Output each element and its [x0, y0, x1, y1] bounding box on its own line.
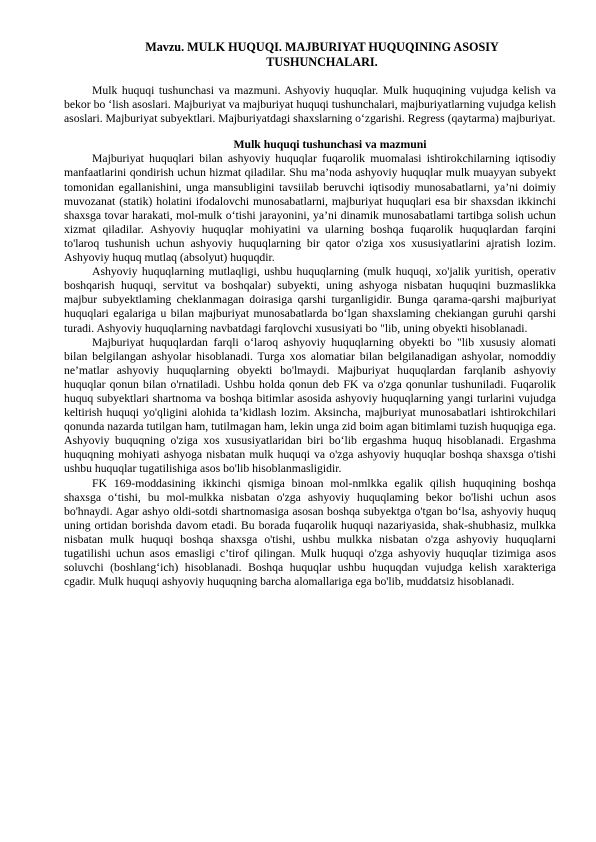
title-line-2: TUSHUNCHALARI. [266, 55, 378, 69]
body-paragraph-3: Majburiyat huquqlardan farqli o‘laroq ashyoviy huquqlarning obyekti bo "lib xususiy alomati bilan belgilangan ashyolar hisoblanadi. Turga xos alomatiar bilan belgilanadigan ashyolar, nomoddiy ne’matlar ashyoviy huquqlarning obyekti bo'lmaydi. Majburiyat huquqlardan farqlanib ashyoviy huquqlar qonun bilan o'rnatiladi. Ushbu holda qonun deb FK va o'zga qonunlar tushuniladi. Fuqarolik huquq subyektlari shartnoma va boshqa bitimlar asosida ashyoviy huquqlarning yangi turlarini vujudga keltirish huquqi yo'qligini alohida ta’kidlash lozim. Aksincha, majburiyat munosabatlari ishtirokchilari qonunda nazarda tutilgan ham, tutilmagan ham, lekin unga zid boim agan bitimlami tuzish huquqiga ega. Ashyoviy buquqning o'ziga xos xususiyatlaridan biri bo‘lib ergashma huquq hisoblanadi. Ergashma huquqning mohiyati ashyoga nisbatan mulk huquqi va o'zga ashyoviy huquqlar boshqa shaxsga o'tishi ushbu huquqlar tugatilishiga asos bo'lib hisoblanmasligidir. [64, 335, 556, 476]
document-page [64, 40, 556, 589]
body-paragraph-2: Ashyoviy huquqlarning mutlaqligi, ushbu huquqlarning (mulk huquqi, xo'jalik yuritish, operativ boshqarish huquqi, servitut va boshqalar) subyekti, uning ashyoga nisbatan huquqini buzmaslikka majbur subyektlaming cheklanmagan doirasiga qarshi turganligidir. Bunga qarama-qarshi majburiyat huquqlari egalariga u bilan majburiyat munosabatlarda bo‘lgan shaxslaming chekiangan guruhi qarshi turadi. Ashyoviy huquqlarning navbatdagi farqlovchi xususiyati bo "lib, uning obyekti hisoblanadi. [64, 265, 556, 335]
section-heading: Mulk huquqi tushunchasi va mazmuni [233, 138, 427, 152]
intro-paragraph: Mulk huquqi tushunchasi va mazmuni. Ashyoviy huquqlar. Mulk huquqining vujudga kelish va bekor bo ‘lish asoslari. Majburiyat va majburiyat huquqi tushunchalari, majburiyatlarning vujudga kelish asoslari. Majburiyat subyektlari. Majburiyatdagi shaxslarning o‘zgarishi. Regress (qaytarma) majburiyat. [64, 84, 556, 126]
body-paragraph-1: Majburiyat huquqlari bilan ashyoviy huquqlar fuqarolik muomalasi ishtirokchilarning iqtisodiy manfaatlarini qondirish uchun hizmat qiladilar. Shu ma’noda ashyoviy huquqlar mulk muayyan subyekt tomonidan egallanishini, unga mansubligini tavsiilab beruvchi iqtisodiy munosabatlarni, ya’ni doimiy muvozanat (statik) holatini ifodalovchi munosabatlarni, majburiyat huquqlari esa bir shaxsdan ikkinchi shaxsga tovar harakati, mol-mulk o‘tishi jarayonini, ya’ni dinamik munosabatlami tartibga solish uchun xizmat qiladilar. Ashyoviy huquqlar mohiyatini va ularning boshqa fuqarolik huquqlardan farqini to'laroq tushunish uchun ashyoviy huquqlarning bir qator o'ziga xos xususiyatlarini ajratish lozim. Ashyoviy huquq mutlaq (absolyut) huquqdir. [64, 152, 556, 265]
body-paragraph-4: FK 169-moddasining ikkinchi qismiga binoan mol-nmlkka egalik qilish huquqining boshqa shaxsga o‘tishi, bu mol-mulkka nisbatan o'zga ashyoviy huquqlaming bekor bo'lishi uchun asos bo'hnaydi. Agar ashyo oldi-sotdi shartnomasiga asosan boshqa subyektga o'tgan bo‘lsa, ashyoviy huquq uning ortidan borishda davom etadi. Bu borada fuqarolik huquqi nazariyasida, shak-shubhasiz, mulkka nisbatan mulk huquqi boshqa shaxsga o'tishi, ushbu mulkka nisbatan o'zga ashyoviy huquqlarni tugatilishi uchun asos emasligi c’tirof qilingan. Mulk huquqi o'zga ashyoviy huquqlar tizimiga asos soluvchi (boshlang‘ich) hisoblanadi. Boshqa huquqlar ushbu huquqdan vujudga kelish xarakteriga cgadir. Mulk huquqi ashyoviy huquqning barcha alomallariga ega bo'lib, muddatsiz hisoblanadi. [64, 476, 556, 589]
document-title [64, 40, 556, 70]
title-line-1: Mavzu. MULK HUQUQI. MAJBURIYAT HUQUQINING ASOSIY [145, 40, 499, 54]
